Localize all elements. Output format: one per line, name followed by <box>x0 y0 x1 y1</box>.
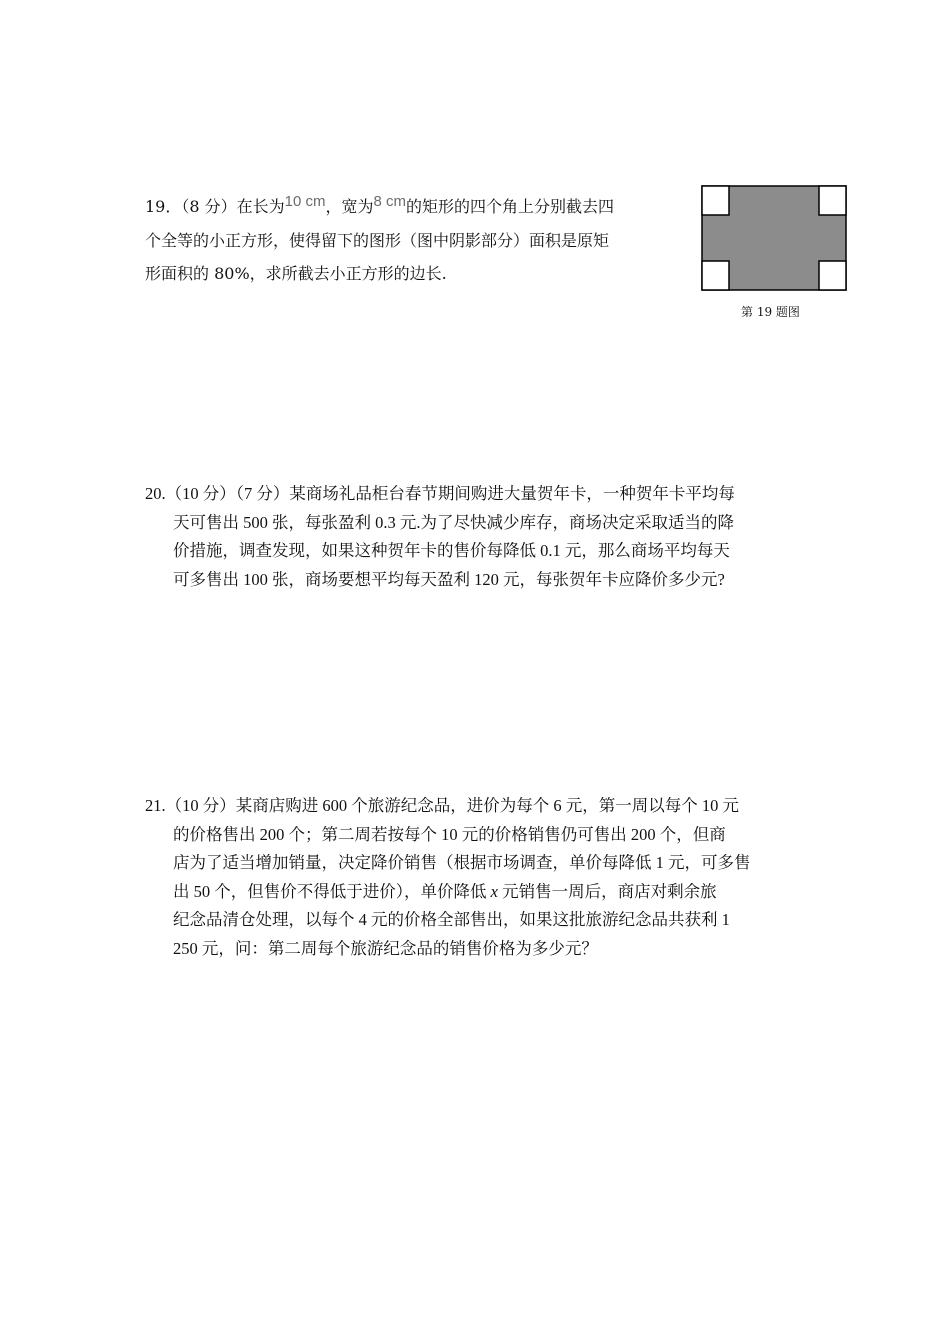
figure-caption: 第 19 题图 <box>741 305 800 319</box>
question-19-line-1 <box>145 190 695 224</box>
width-value: 8 cm <box>373 193 407 210</box>
question-19-line-3: 形面积的 80%，求所截去小正方形的边长. <box>145 264 447 283</box>
question-20 <box>145 480 815 594</box>
question-20-line-2: 天可售出 500 张，每张盈利 0.3 元.为了尽快减少库存，商场决定采取适当的降 <box>173 512 734 532</box>
question-19 <box>145 190 695 290</box>
question-21-line-1: 21.（10 分）某商店购进 600 个旅游纪念品，进价为每个 6 元，第一周以每个 10 元 <box>145 796 739 815</box>
corner-square-bottom-right <box>819 261 846 290</box>
question-21-line-5: 纪念品清仓处理，以每个 4 元的价格全部售出，如果这批旅游纪念品共获利 1 <box>173 910 730 929</box>
question-20-line-4: 可多售出 100 张，商场要想平均每天盈利 120 元，每张贺年卡应降价多少元? <box>173 569 725 589</box>
question-21-line-2: 的价格售出 200 个；第二周若按每个 10 元的价格销售仍可售出 200 个，但商 <box>173 824 726 844</box>
variable-x: x <box>490 881 498 901</box>
q21-text-segment: 元销售一周后，商店对剩余旅 <box>497 881 717 901</box>
question-21-line-3: 店为了适当增加销量，决定降价销售（根据市场调查，单价每降低 1 元，可多售 <box>173 853 751 872</box>
question-21 <box>145 792 815 963</box>
q19-text-segment: 19．（8 分）在长为 <box>145 197 285 216</box>
question-20-line-3: 价措施，调查发现，如果这种贺年卡的售价每降低 0.1 元，那么商场平均每天 <box>173 541 730 560</box>
corner-square-bottom-left <box>702 261 729 290</box>
q19-text-segment: ，宽为 <box>325 197 374 216</box>
question-19-line-2: 个全等的小正方形，使得留下的图形（图中阴影部分）面积是原矩 <box>145 231 610 250</box>
length-value: 10 cm <box>284 193 326 210</box>
question-21-line-4 <box>145 878 815 907</box>
rectangle-figure <box>701 185 847 291</box>
rectangle-diagram <box>701 185 847 291</box>
question-21-line-6: 250 元，问：第二周每个旅游纪念品的销售价格为多少元？ <box>173 938 598 958</box>
corner-square-top-right <box>819 186 846 215</box>
q19-text-segment: 的矩形的四个角上分别截去四 <box>406 197 615 216</box>
q21-text-segment: 出 50 个，但售价不得低于进价），单价降低 <box>173 881 491 901</box>
corner-square-top-left <box>702 186 729 215</box>
question-20-line-1: 20.（10 分）（7 分）某商场礼品柜台春节期间购进大量贺年卡，一种贺年卡平均每 <box>145 484 735 503</box>
